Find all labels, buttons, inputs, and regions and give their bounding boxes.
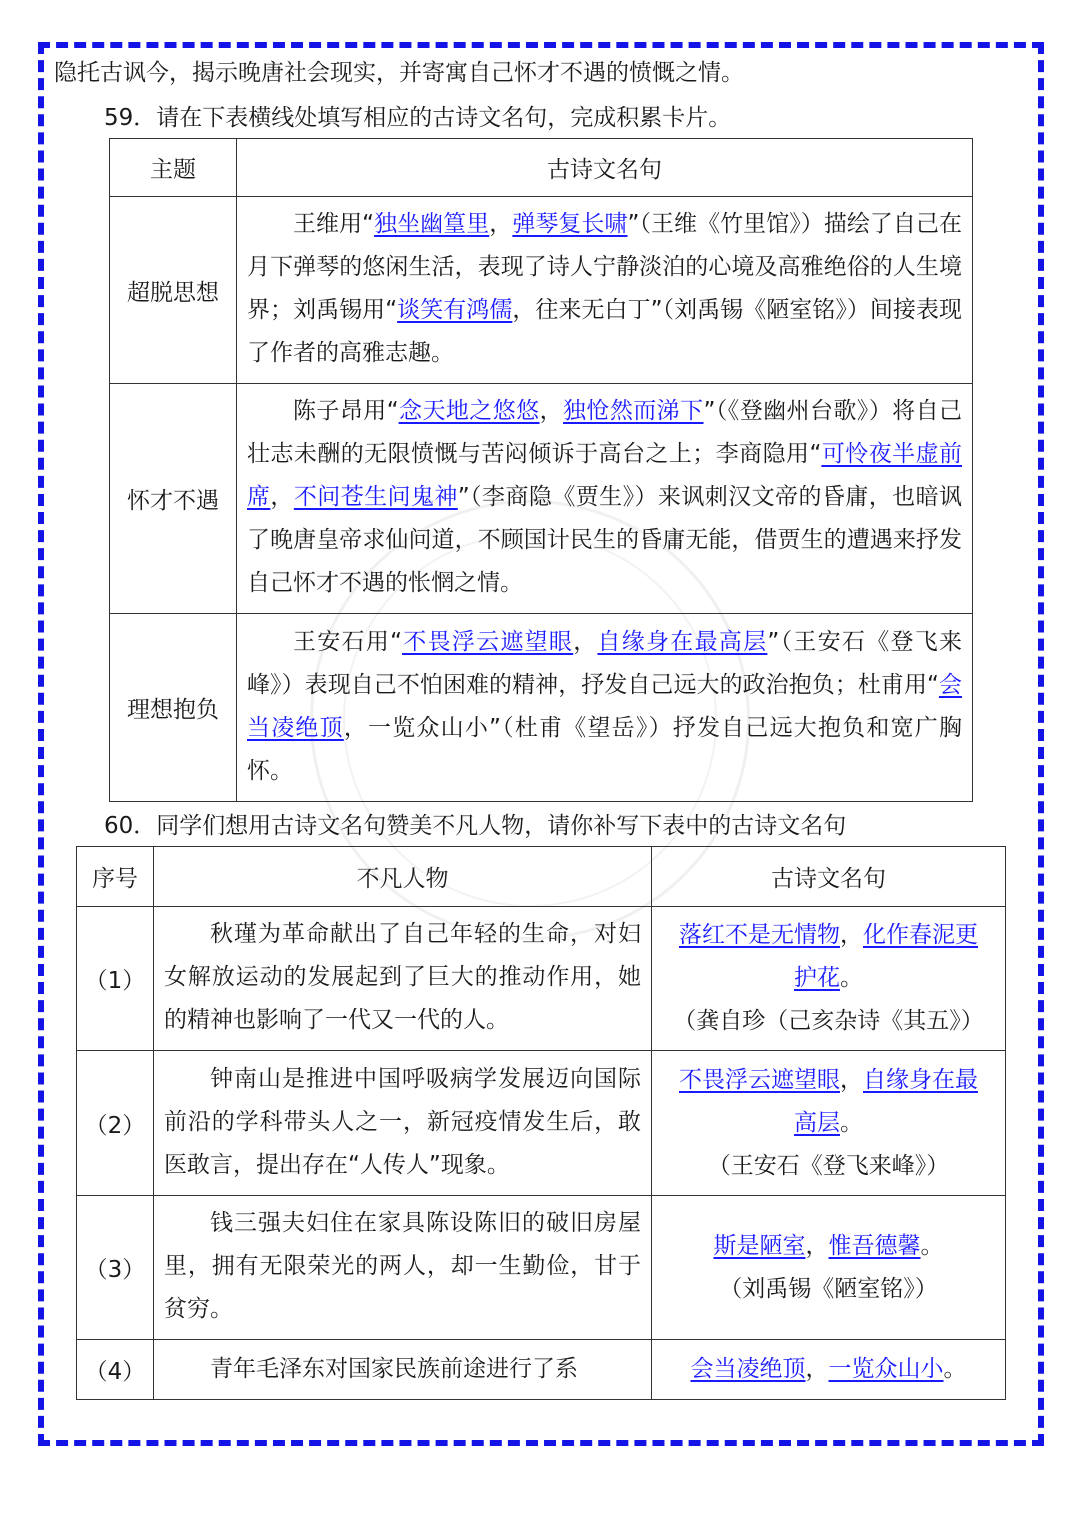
person-description: 钟南山是推进中国呼吸病学发展迈向国际前沿的学科带头人之一，新冠疫情发生后，敢医敢言，提出存在“人传人”现象。: [154, 1051, 652, 1196]
table-row: [77, 907, 1006, 1051]
question-60-table: [76, 846, 1006, 1400]
answer-text: 独坐幽篁里: [374, 211, 490, 237]
table-row: [77, 1340, 1006, 1400]
row-number: （2）: [77, 1051, 154, 1196]
text-segment: ，: [840, 922, 863, 948]
answer-text: 自缘身在最: [863, 1066, 978, 1093]
poem-source: （王安石《登飞来峰》）: [707, 1152, 950, 1179]
text-segment: ，一览众山小”（杜甫《望岳》）抒发自己远大抱负和宽广胸怀。: [247, 714, 962, 784]
intro-line: 隐托古讽今，揭示晚唐社会现实，并寄寓自己怀才不遇的愤慨之情。: [54, 60, 744, 86]
text-segment: ，: [840, 1066, 863, 1093]
answer-text: 会当凌绝顶: [247, 671, 963, 741]
text-segment: ”（王维《竹里馆》）描绘了自己在月下弹琴的悠闲生活，表现了诗人宁静淡泊的心境及高雅绝俗的人生境界；刘禹锡用“: [247, 211, 963, 323]
person-description: 青年毛泽东对国家民族前途进行了系: [154, 1340, 652, 1400]
answer-text: 可怜夜半虚前席: [247, 441, 963, 510]
answer-text: 谈笑有鸿儒: [397, 297, 513, 323]
topic-cell: 超脱思想: [110, 197, 237, 384]
table-row: [110, 614, 973, 802]
answer-text: 高层: [794, 1109, 840, 1136]
poem-cell: [652, 1340, 1006, 1400]
row-number: （1）: [77, 907, 154, 1051]
text-segment: 。: [840, 1109, 863, 1136]
row-number: （4）: [77, 1340, 154, 1400]
header-person: 不凡人物: [154, 847, 652, 907]
header-poem: 古诗文名句: [652, 847, 1006, 907]
answer-text: 一览众山小: [828, 1356, 944, 1382]
header-topic: 主题: [110, 139, 237, 197]
poem-cell: [652, 1196, 1006, 1340]
table-row: [110, 384, 973, 614]
text-segment: ，: [805, 1232, 829, 1259]
header-poem: 古诗文名句: [237, 139, 973, 197]
answer-text: 独怆然而涕下: [562, 398, 704, 424]
person-description: 秋瑾为革命献出了自己年轻的生命，对妇女解放运动的发展起到了巨大的推动作用，她的精神也影响了一代又一代的人。: [154, 907, 652, 1051]
table-row: [77, 1196, 1006, 1340]
row-number: （3）: [77, 1196, 154, 1340]
text-segment: 陈子昂用“: [293, 398, 399, 424]
table-header-row: [77, 847, 1006, 907]
text-segment: ，往来无白丁”（刘禹锡《陋室铭》）间接表现了作者的高雅志趣。: [247, 297, 962, 366]
header-number: 序号: [77, 847, 154, 907]
text-segment: ，: [539, 398, 563, 424]
text-segment: 。: [840, 965, 863, 991]
text-segment: ，: [573, 628, 598, 655]
text-segment: 。: [943, 1356, 967, 1382]
poem-source: （龚自珍（己亥杂诗《其五》）: [673, 1008, 984, 1034]
answer-text: 化作春泥更: [863, 922, 978, 948]
table-row: [110, 197, 973, 384]
text-segment: ，: [805, 1356, 829, 1382]
text-segment: ”（李商隐《贾生》）来讽刺汉文帝的昏庸，也暗讽了晚唐皇帝求仙问道，不顾国计民生的昏庸无能，借贾生的遭遇来抒发自己怀才不遇的怅惘之情。: [247, 484, 962, 596]
content-cell: [237, 384, 973, 614]
answer-text: 斯是陋室: [713, 1232, 806, 1259]
answer-text: 自缘身在最高层: [597, 628, 768, 655]
text-segment: 王维用“: [293, 211, 375, 237]
text-segment: 。: [920, 1232, 944, 1259]
question-60-title: 60．同学们想用古诗文名句赞美不凡人物，请你补写下表中的古诗文名句: [104, 813, 847, 839]
answer-text: 不畏浮云遮望眼: [402, 628, 574, 655]
topic-cell: 怀才不遇: [110, 384, 237, 614]
text-segment: ”（王安石《登飞来峰》）表现自己不怕困难的精神，抒发自己远大的政治抱负；杜甫用“: [247, 628, 963, 698]
person-description: 钱三强夫妇住在家具陈设陈旧的破旧房屋里，拥有无限荣光的两人，却一生勤俭，甘于贫穷。: [154, 1196, 652, 1340]
poem-source: （刘禹锡《陋室铭》）: [719, 1275, 938, 1302]
poem-cell: [652, 1051, 1006, 1196]
content-cell: [237, 197, 973, 384]
answer-text: 念天地之悠悠: [398, 398, 540, 424]
poem-cell: [652, 907, 1006, 1051]
table-row: [77, 1051, 1006, 1196]
answer-text: 护花: [794, 965, 840, 991]
question-59-table: [109, 138, 973, 802]
answer-text: 弹琴复长啸: [512, 211, 628, 237]
topic-cell: 理想抱负: [110, 614, 237, 802]
question-59-title: 59．请在下表横线处填写相应的古诗文名句，完成积累卡片。: [104, 105, 732, 131]
text-segment: ，: [489, 211, 513, 237]
answer-text: 惟吾德馨: [828, 1232, 921, 1259]
table-header-row: [110, 139, 973, 197]
answer-text: 落红不是无情物: [679, 922, 840, 948]
content-cell: [237, 614, 973, 802]
answer-text: 不问苍生问鬼神: [293, 484, 458, 510]
text-segment: 王安石用“: [293, 628, 403, 655]
text-segment: ”（《登幽州台歌》）将自己壮志未酬的无限愤慨与苦闷倾诉于高台之上；李商隐用“: [247, 398, 962, 467]
answer-text: 会当凌绝顶: [690, 1356, 806, 1382]
answer-text: 不畏浮云遮望眼: [679, 1066, 840, 1093]
text-segment: ，: [270, 484, 294, 510]
